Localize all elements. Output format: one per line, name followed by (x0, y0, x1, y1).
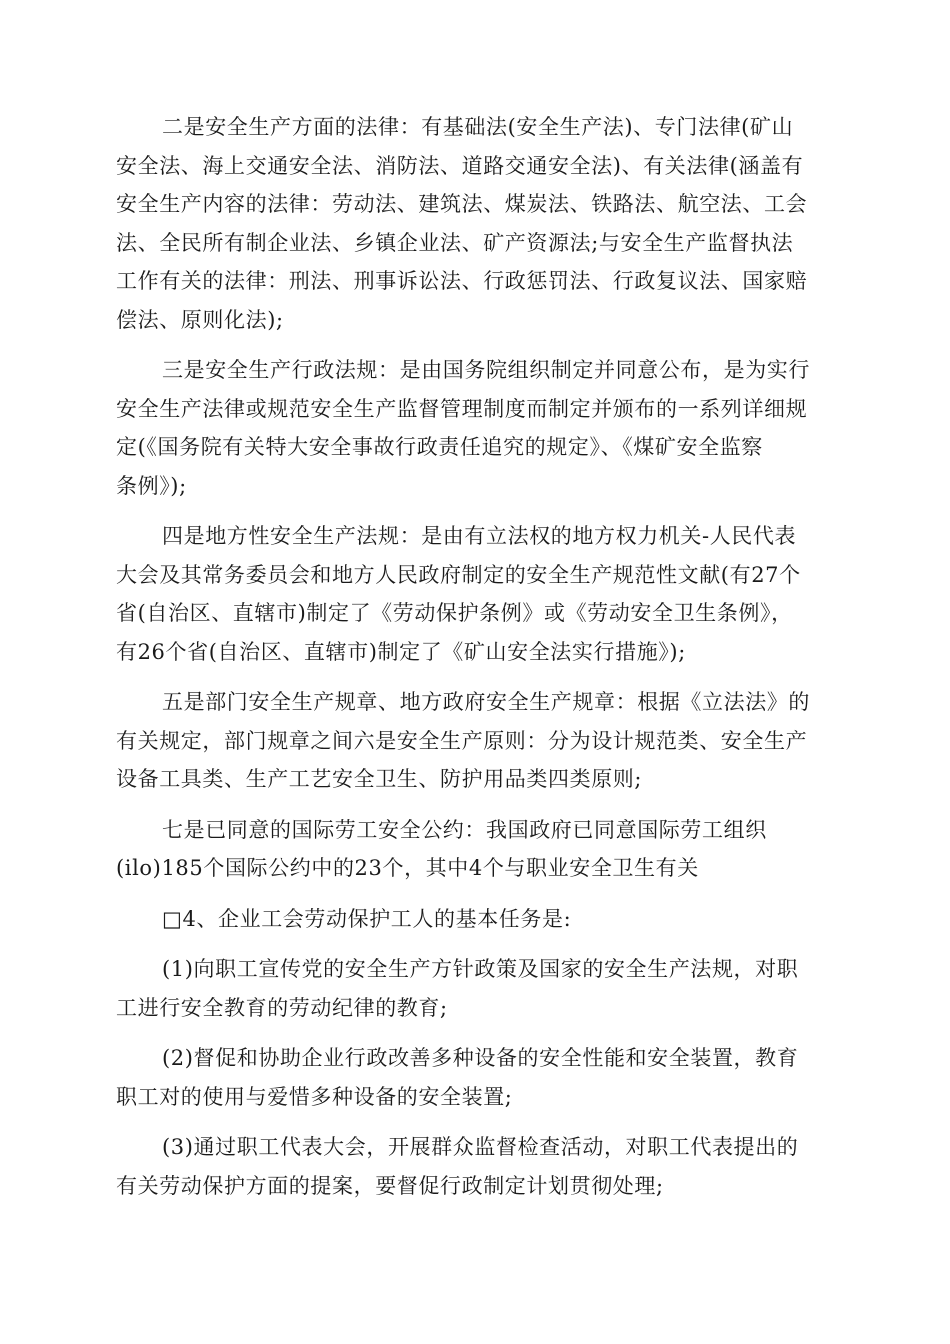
paragraph-safety-laws: 二是安全生产方面的法律：有基础法(安全生产法)、专门法律(矿山 安全法、海上交通安全法、消防法、道路交通安全法)、有关法律(涵盖有 安全生产内容的法律：劳动法、建筑法、煤炭法、铁路法、航空法、工会 法、全民所有制企业法、乡镇企业法、矿产资源法;与安全生产监督执法 工作有关的法律：刑法、刑事诉讼法、行政惩罚法、行政复议法、国家赔 偿法、原则化法); (116, 115, 808, 332)
paragraph-department-rules: 五是部门安全生产规章、地方政府安全生产规章：根据《立法法》的 有关规定，部门规章之间六是安全生产原则：分为设计规范类、安全生产 设备工具类、生产工艺安全卫生、防护用品类四类原则; (116, 690, 810, 791)
paragraph-union-tasks-heading: □4、企业工会劳动保护工人的基本任务是: (162, 906, 572, 931)
paragraph-task-3: (3)通过职工代表大会，开展群众监督检查活动，对职工代表提出的 有关劳动保护方面的提案，要督促行政制定计划贯彻处理; (116, 1135, 799, 1198)
paragraph-international-conventions: 七是已同意的国际劳工安全公约：我国政府已同意国际劳工组织 (ilo)185个国际公约中的23个，其中4个与职业安全卫生有关 (116, 817, 767, 880)
paragraph-task-2: (2)督促和协助企业行政改善多种设备的安全性能和安全装置，教育 职工对的使用与爱惜多种设备的安全装置; (116, 1046, 799, 1109)
paragraph-task-1: (1)向职工宣传党的安全生产方针政策及国家的安全生产法规，对职 工进行安全教育的劳动纪律的教育; (116, 957, 799, 1020)
document-body (116, 108, 836, 1217)
paragraph-local-regulations: 四是地方性安全生产法规：是由有立法权的地方权力机关-人民代表 大会及其常务委员会和地方人民政府制定的安全生产规范性文献(有27个 省(自治区、直辖市)制定了《劳动保护条例》或《劳动安全卫生条例》， 有26个省(自治区、直辖市)制定了《矿山安全法实行措施》); (116, 524, 801, 664)
paragraph-administrative-regulations: 三是安全生产行政法规：是由国务院组织制定并同意公布，是为实行 安全生产法律或规范安全生产监督管理制度而制定并颁布的一系列详细规 定(《国务院有关特大安全事故行政责任追究的规定》、《煤矿安全监察 条例》); (116, 358, 810, 498)
